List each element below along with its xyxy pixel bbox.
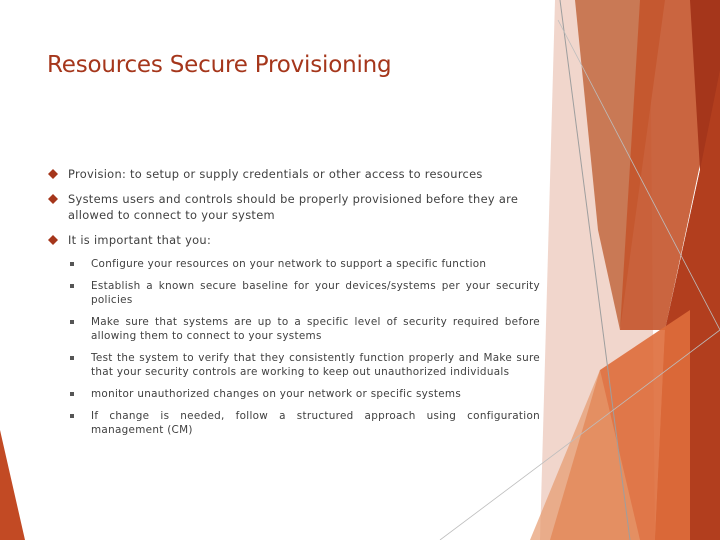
square-bullet-icon	[70, 262, 74, 266]
sub-bullet-item	[68, 257, 540, 271]
bullet-list	[48, 166, 540, 437]
bullet-item	[48, 191, 540, 223]
sub-bullet-text: Establish a known secure baseline for your devices/systems per your security policies	[91, 280, 540, 306]
sub-bullet-text: Test the system to verify that they consistently function properly and Make sure that your security controls are working to keep out unauthorized individuals	[91, 352, 540, 378]
square-bullet-icon	[70, 320, 74, 324]
diamond-bullet-icon	[48, 194, 58, 204]
diamond-bullet-icon	[48, 169, 58, 179]
bullet-item	[48, 166, 540, 182]
sub-bullet-item	[68, 315, 540, 343]
sub-bullet-item	[68, 387, 540, 401]
facet-left-sliver	[0, 430, 25, 540]
bullet-item	[48, 232, 540, 437]
sub-bullet-text: monitor unauthorized changes on your network or specific systems	[91, 388, 462, 400]
sub-bullet-item	[68, 409, 540, 437]
square-bullet-icon	[70, 284, 74, 288]
slide-body	[48, 166, 540, 446]
sub-bullet-list	[68, 257, 540, 437]
square-bullet-icon	[70, 356, 74, 360]
bullet-text: Provision: to setup or supply credentials or other access to resources	[68, 167, 483, 181]
bullet-text: It is important that you:	[68, 233, 212, 247]
sub-bullet-text: Configure your resources on your network to support a specific function	[91, 258, 487, 270]
bullet-text: Systems users and controls should be properly provisioned before they are allowed to connect to your system	[68, 192, 519, 222]
diamond-bullet-icon	[48, 235, 58, 245]
sub-bullet-item	[68, 351, 540, 379]
sub-bullet-item	[68, 279, 540, 307]
square-bullet-icon	[70, 414, 74, 418]
square-bullet-icon	[70, 392, 74, 396]
sub-bullet-text: If change is needed, follow a structured approach using configuration management (CM)	[91, 410, 540, 436]
slide-title: Resources Secure Provisioning	[47, 52, 392, 78]
sub-bullet-text: Make sure that systems are up to a specific level of security required before allowing them to connect to your systems	[91, 316, 540, 342]
